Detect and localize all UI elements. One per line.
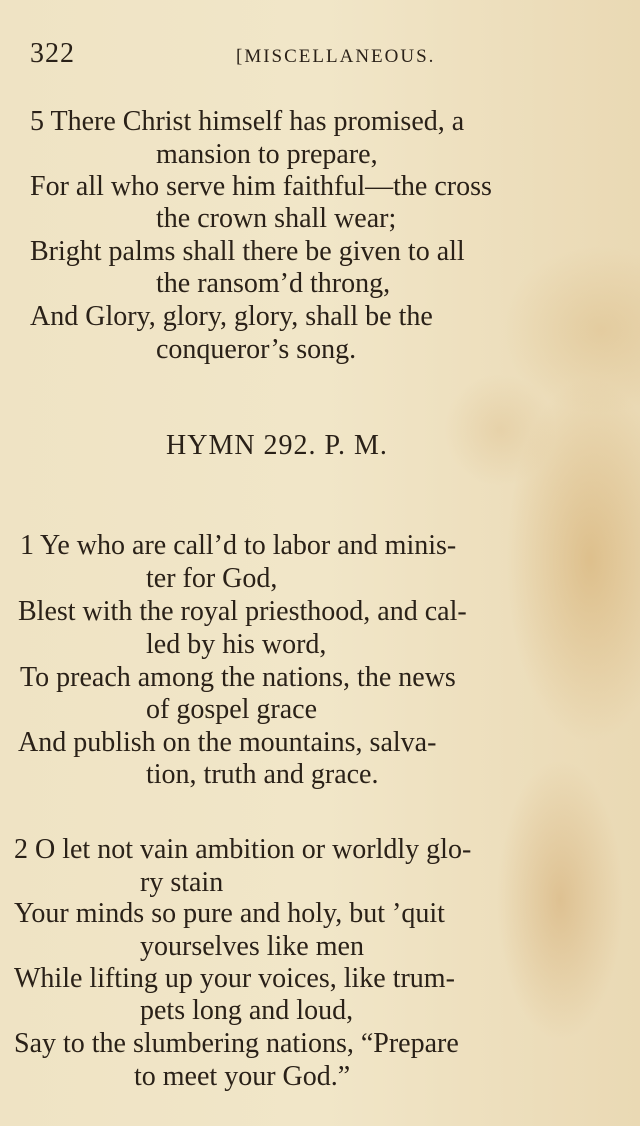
verse-line: Blest with the royal priesthood, and cal- bbox=[18, 596, 467, 627]
verse-line: the ransom’d throng, bbox=[156, 268, 391, 299]
verse-line: Bright palms shall there be given to all bbox=[30, 236, 465, 267]
verse-line: Your minds so pure and holy, but ’quit bbox=[14, 898, 445, 929]
verse-line: yourselves like men bbox=[140, 931, 364, 962]
verse-line: the crown shall wear; bbox=[156, 203, 397, 234]
verse-line: mansion to prepare, bbox=[156, 139, 378, 170]
verse-line: 1 Ye who are call’d to labor and minis- bbox=[20, 530, 457, 561]
verse-line: pets long and loud, bbox=[140, 995, 354, 1026]
verse-line: 5 There Christ himself has promised, a bbox=[30, 106, 465, 137]
verse-line: of gospel grace bbox=[146, 694, 318, 725]
page-header bbox=[30, 38, 610, 72]
verse-line: led by his word, bbox=[146, 629, 327, 660]
page-number: 322 bbox=[30, 38, 75, 69]
verse-line: conqueror’s song. bbox=[156, 334, 357, 365]
verse-line: And publish on the mountains, salva- bbox=[18, 727, 437, 758]
hymn-title: HYMN 292. P. M. bbox=[166, 430, 388, 461]
verse-line: And Glory, glory, glory, shall be the bbox=[30, 301, 433, 332]
verse-line: tion, truth and grace. bbox=[146, 759, 379, 790]
verse-line: to meet your God.” bbox=[134, 1061, 351, 1092]
verse-line: While lifting up your voices, like trum- bbox=[14, 963, 455, 994]
verse-line: Say to the slumbering nations, “Prepare bbox=[14, 1028, 459, 1059]
verse-line: ter for God, bbox=[146, 563, 278, 594]
verse-line: To preach among the nations, the news bbox=[20, 662, 456, 693]
verse-line: ry stain bbox=[140, 867, 224, 898]
verse-line: For all who serve him faithful—the cross bbox=[30, 171, 492, 202]
verse-line: 2 O let not vain ambition or worldly glo- bbox=[14, 834, 472, 865]
running-head: [MISCELLANEOUS. bbox=[236, 46, 436, 67]
